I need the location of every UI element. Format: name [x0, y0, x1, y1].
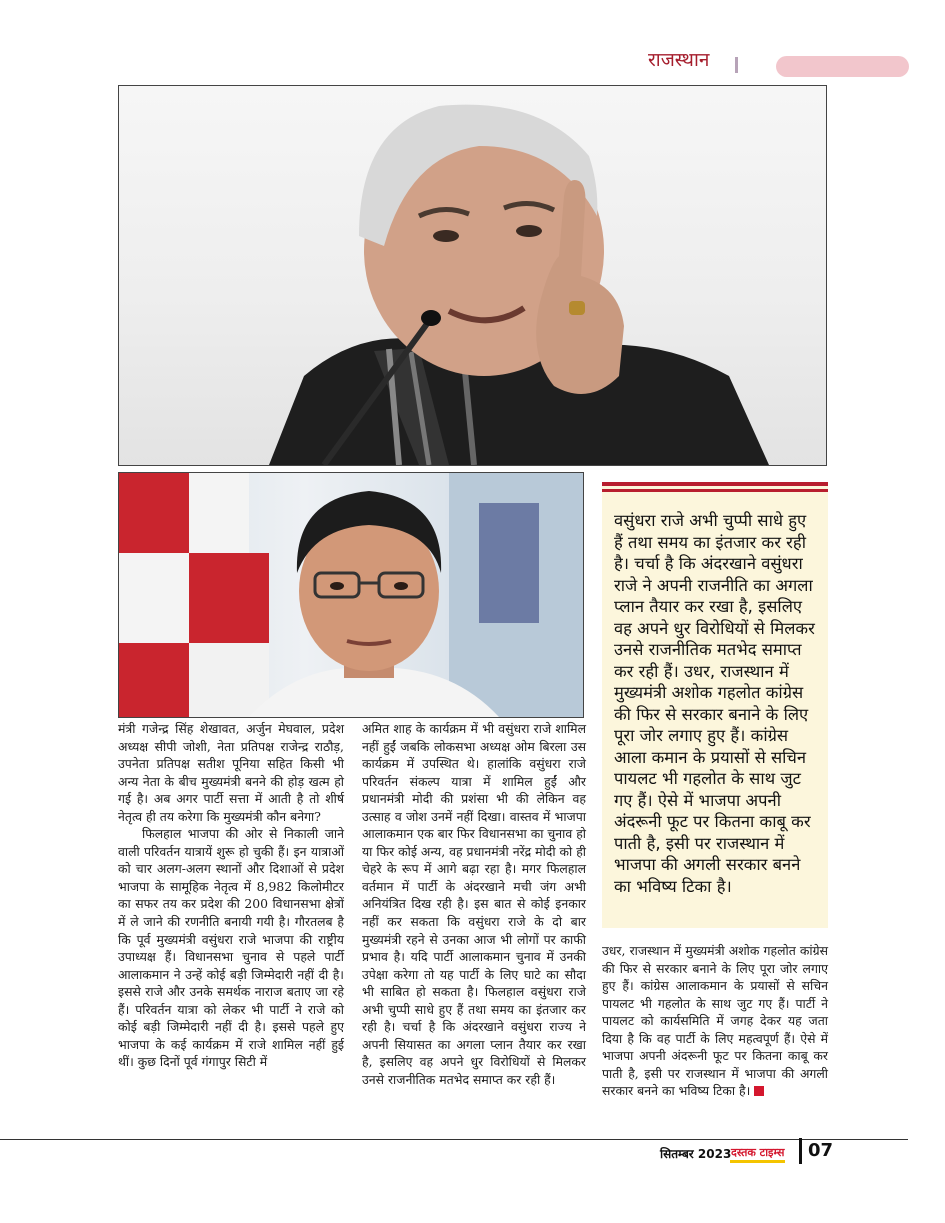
photo-man-illustration	[119, 473, 583, 717]
section-title: राजस्थान	[648, 49, 710, 71]
photo-man-with-glasses	[118, 472, 584, 718]
photo-speaker-illustration	[119, 86, 826, 465]
article-paragraph: मंत्री गजेन्द्र सिंह शेखावत, अर्जुन मेघवाल, प्रदेश अध्यक्ष सीपी जोशी, नेता प्रतिपक्ष राजेन्द्र राठौड़, उपनेता प्रतिपक्ष सतीश पूनिया सहित किसी भी अन्य नेता के बीच मुख्यमंत्री बनने की होड़ खत्म हो गई है। अब अगर पार्टी सत्ता में आती है तो शीर्ष नेतृत्व ही तय करेगा कि मुख्यमंत्री कौन बनेगा?	[118, 721, 344, 824]
footer-publication-logo: दस्तक टाइम्स	[730, 1145, 785, 1163]
header-decor-pill	[776, 56, 909, 77]
pull-quote-rule-bottom	[602, 489, 828, 492]
article-column-1	[118, 720, 344, 1071]
article-paragraph: फिलहाल भाजपा की ओर से निकाली जाने वाली परिवर्तन यात्रायें शुरू हो चुकी हैं। इन यात्राओं को चार अलग-अलग स्थानों और दिशाओं से प्रदेश भाजपा के सामूहिक नेतृत्व में 8,982 किलोमीटर का सफर तय कर प्रदेश की 200 विधानसभा क्षेत्रों में ले जाने की रणनीति बनायी गयी है। गौरतलब है कि पूर्व मुख्यमंत्री वसुंधरा राजे भाजपा की राष्ट्रीय उपाध्यक्ष हैं। विधानसभा चुनाव से पहले पार्टी आलाकमान ने उन्हें कोई बड़ी जिम्मेदारी नहीं दी है। इससे राजे और उनके समर्थक नाराज बताए जा रहे हैं। परिवर्तन यात्रा को लेकर भी पार्टी ने राजे को कोई बड़ी जिम्मेदारी नहीं दी है। इससे पहले हुए भाजपा के कई कार्यक्रम में राजे शामिल नहीं हुई थीं। कुछ दिनों पूर्व गंगापुर सिटी में	[118, 826, 344, 1070]
article-column-3	[602, 942, 828, 1100]
photo-speaker-gesturing	[118, 85, 827, 466]
page-number: 07	[808, 1140, 834, 1161]
pull-quote-rule-top	[602, 482, 828, 486]
footer-issue-date: सितम्बर 2023	[660, 1147, 732, 1161]
article-paragraph: उधर, राजस्थान में मुख्यमंत्री अशोक गहलोत कांग्रेस की फिर से सरकार बनाने के लिए पूरा जोर लगाए हुए हैं। कांग्रेस आलाकमान के प्रयासों से सचिन पायलट भी गहलोत के साथ जुट गए हैं। पार्टी ने पायलट को कार्यसमिति में जगह देकर यह जता दिया है कि वह पार्टी के लिए महत्वपूर्ण हैं। ऐसे में भाजपा अपनी अंदरूनी फूट पर कितना काबू कर पाती है, इसी पर राजस्थान में भाजपा की अगली सरकार बनने का भविष्य टिका है।	[602, 943, 828, 1099]
footer-rule	[0, 1139, 908, 1140]
header-divider	[735, 57, 738, 73]
article-paragraph: अमित शाह के कार्यक्रम में भी वसुंधरा राजे शामिल नहीं हुईं जबकि लोकसभा अध्यक्ष ओम बिरला उस कार्यक्रम में उपस्थित थे। हालांकि वसुंधरा राजे परिवर्तन संकल्प यात्रा में शामिल हुईं और प्रधानमंत्री मोदी की प्रशंसा भी की लेकिन वह उत्साह व जोश उनमें नहीं दिखा। वास्तव में भाजपा आलाकमान एक बार फिर विधानसभा का चुनाव हो या फिर कोई अन्य, वह प्रधानमंत्री नरेंद्र मोदी को ही चेहरे के रूप में आगे बढ़ा रहा है। मगर फिलहाल वर्तमान में पार्टी के अंदरखाने मची जंग अभी अनियंत्रित दिख रही है। इस बात से कोई इनकार नहीं कर सकता कि वसुंधरा राजे के दो बार मुख्यमंत्री रहने से उनका आज भी लोगों पर काफी प्रभाव है। यदि पार्टी आलाकमान चुनाव में उनकी उपेक्षा करेगा तो यह पार्टी के लिए घाटे का सौदा भी साबित हो सकता है। फिलहाल वसुंधरा राजे अभी चुप्पी साधे हुए हैं तथा समय का इंतजार कर रही है। चर्चा है कि अंदरखाने वसुंधरा राज्य ने अपनी सियासत का अगला प्लान तैयार कर रखा है, इसलिए वह अपने धुर विरोधियों से मिलकर उनसे राजनीतिक मतभेद समाप्त कर रही हैं।	[362, 721, 586, 1087]
end-of-article-mark	[754, 1086, 764, 1096]
pull-quote-text: वसुंधरा राजे अभी चुप्पी साधे हुए हैं तथा समय का इंतजार कर रही है। चर्चा है कि अंदरखाने वसुंधरा राजे ने अपनी राजनीति का अगला प्लान तैयार कर रखा है, इसलिए वह अपने धुर विरोधियों से मिलकर उनसे राजनीतिक मतभेद समाप्त कर रही हैं। उधर, राजस्थान में मुख्यमंत्री अशोक गहलोत कांग्रेस की फिर से सरकार बनाने के लिए पूरा जोर लगाए हुए हैं। कांग्रेस आला कमान के प्रयासों से सचिन पायलट भी गहलोत के साथ जुट गए हैं। ऐसे में भाजपा अपनी अंदरूनी फूट पर कितना काबू कर पाती है, इसी पर राजस्थान में भाजपा की अगली सरकार बनने का भविष्य टिका है।	[614, 511, 815, 896]
article-column-2	[362, 720, 586, 1088]
footer-divider	[799, 1138, 802, 1164]
